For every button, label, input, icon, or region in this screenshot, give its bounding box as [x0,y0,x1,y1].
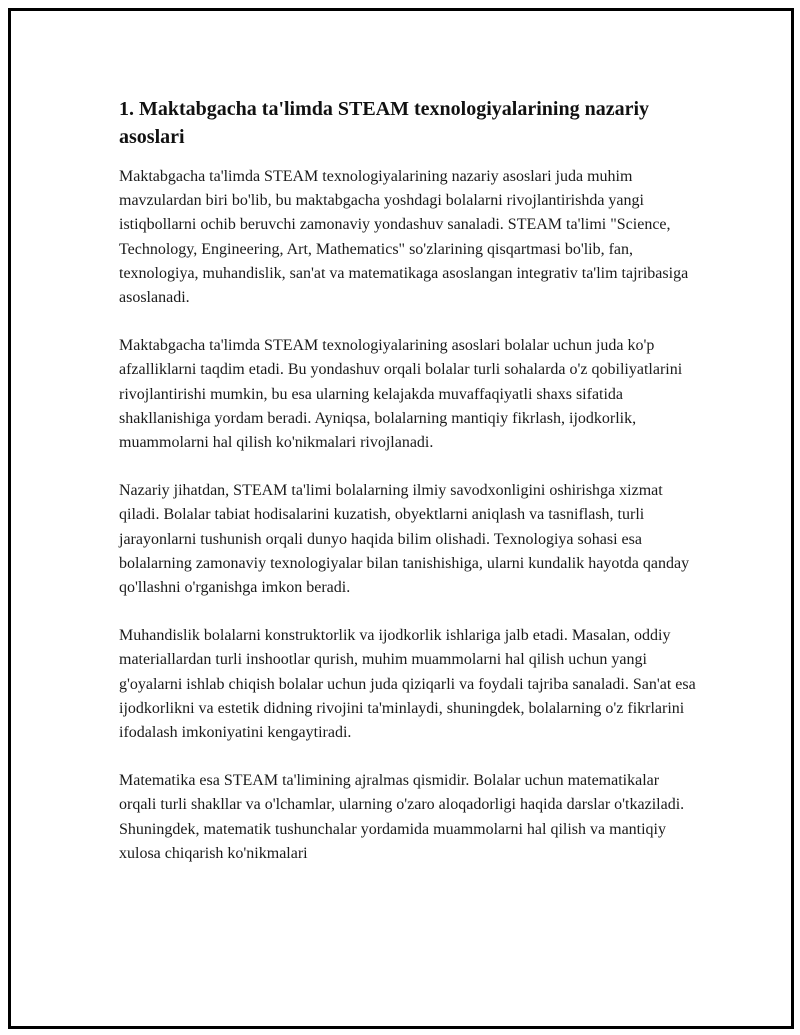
paragraph-advantages: Maktabgacha ta'limda STEAM texnologiyalarining asoslari bolalar uchun juda ko'p afzalliklarni taqdim etadi. Bu yondashuv orqali bolalar turli sohalarda o'z qobiliyatlarini rivojlantirishi mumkin, bu esa ularning kelajakda muvaffaqiyatli shaxs sifatida shakllanishiga yordam beradi. Ayniqsa, bolalarning mantiqiy fikrlash, ijodkorlik, muammolarni hal qilish ko'nikmalari rivojlanadi. [119,337,683,452]
document-body [119,95,699,890]
paragraph-theory: Nazariy jihatdan, STEAM ta'limi bolalarning ilmiy savodxonligini oshirishga xizmat qiladi. Bolalar tabiat hodisalarini kuzatish, obyektlarni aniqlash va tasniflash, turli jarayonlarni tushunish orqali dunyo haqida bilim olishadi. Texnologiya sohasi esa bolalarning zamonaviy texnologiyalar bilan tanishishiga, ularni kundalik hayotda qanday qo'llashni o'rganishga imkon beradi. [119,482,690,597]
paragraph-engineering-art: Muhandislik bolalarni konstruktorlik va ijodkorlik ishlariga jalb etadi. Masalan, oddiy materiallardan turli inshootlar qurish, muhim muammolarni hal qilish uchun yangi g'oyalarni ishlab chiqish bolalar uchun juda qiziqarli va foydali tajriba sanaladi. San'at esa ijodkorlikni va estetik didning rivojini ta'minlaydi, shuningdek, bolalarning o'z fikrlarini ifodalash imkoniyatini kengaytiradi. [119,627,696,742]
section-heading: 1. Maktabgacha ta'limda STEAM texnologiyalarining nazariy asoslari [119,98,650,148]
page-frame [8,8,794,1029]
paragraph-intro: Maktabgacha ta'limda STEAM texnologiyalarining nazariy asoslari juda muhim mavzulardan biri bo'lib, bu maktabgacha yoshdagi bolalarni rivojlantirishda yangi istiqbollarni ochib beruvchi zamonaviy yondashuv sanaladi. STEAM ta'limi "Science, Technology, Engineering, Art, Mathematics" so'zlarining qisqartmasi bo'lib, fan, texnologiya, muhandislik, san'at va matematikaga asoslangan integrativ ta'lim tajribasiga asoslanadi. [119,168,689,307]
paragraph-mathematics: Matematika esa STEAM ta'limining ajralmas qismidir. Bolalar uchun matematikalar orqali turli shakllar va o'lchamlar, ularning o'zaro aloqadorligi haqida darslar o'tkaziladi. Shuningdek, matematik tushunchalar yordamida muammolarni hal qilish va mantiqiy xulosa chiqarish ko'nikmalari [119,772,685,862]
